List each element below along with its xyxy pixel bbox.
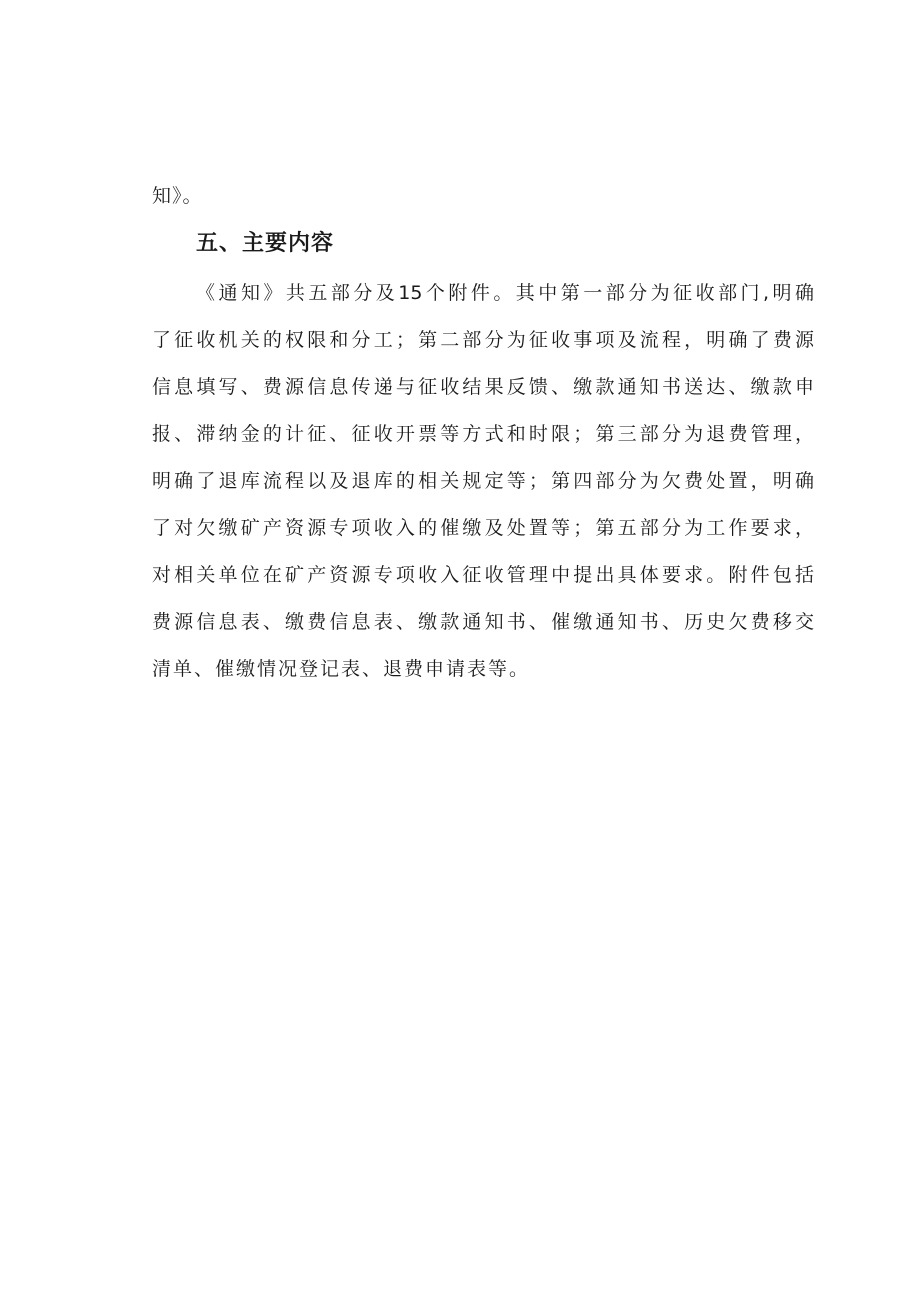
paragraph-line: 了征收机关的权限和分工；第二部分为征收事项及流程，明确了费源 bbox=[152, 329, 814, 351]
paragraph-line: 报、滞纳金的计征、征收开票等方式和时限；第三部分为退费管理， bbox=[152, 423, 814, 445]
paragraph-line: 信息填写、费源信息传递与征收结果反馈、缴款通知书送达、缴款申 bbox=[152, 376, 814, 398]
paragraph-line: 费源信息表、缴费信息表、缴款通知书、催缴通知书、历史欠费移交 bbox=[152, 611, 814, 633]
body-paragraph bbox=[152, 270, 814, 693]
paragraph-line: 明确了退库流程以及退库的相关规定等；第四部分为欠费处置，明确 bbox=[152, 470, 814, 492]
section-heading: 五、主要内容 bbox=[196, 231, 335, 256]
continuation-text: 知》。 bbox=[152, 185, 203, 207]
paragraph-line: 对相关单位在矿产资源专项收入征收管理中提出具体要求。附件包括 bbox=[152, 564, 814, 586]
paragraph-line: 清单、催缴情况登记表、退费申请表等。 bbox=[152, 658, 531, 680]
paragraph-line: 了对欠缴矿产资源专项收入的催缴及处置等；第五部分为工作要求， bbox=[152, 517, 814, 539]
paragraph-line: 《通知》共五部分及15个附件。其中第一部分为征收部门,明确 bbox=[196, 282, 814, 304]
